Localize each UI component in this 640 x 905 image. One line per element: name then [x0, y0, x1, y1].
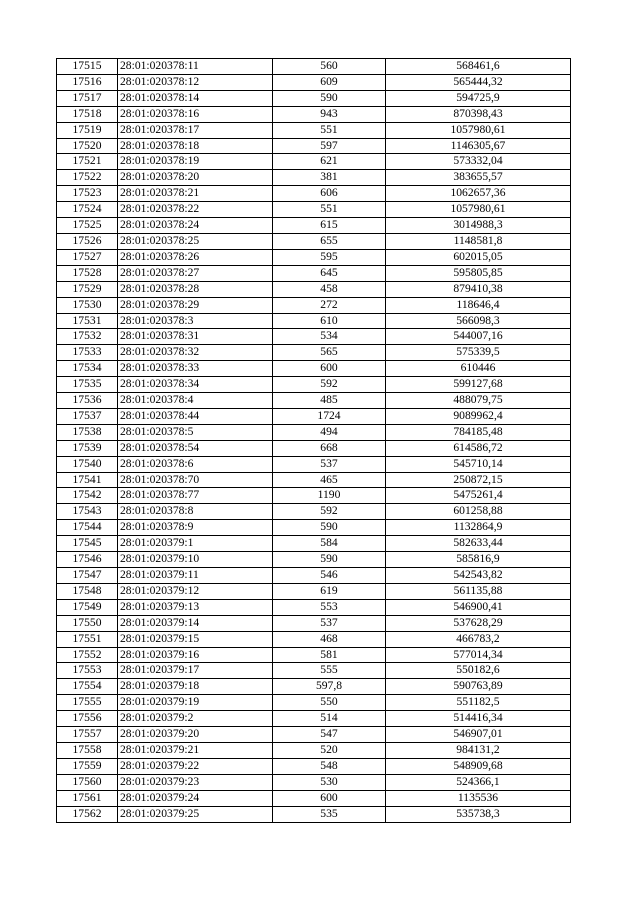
- cadastral-number-cell: 28:01:020379:24: [118, 790, 273, 806]
- row-number-cell: 17549: [57, 599, 118, 615]
- area-cell: 546: [273, 568, 386, 584]
- value-cell: 1057980,61: [386, 122, 571, 138]
- cadastral-number-cell: 28:01:020378:26: [118, 249, 273, 265]
- row-number-cell: 17523: [57, 186, 118, 202]
- cadastral-number-cell: 28:01:020379:11: [118, 568, 273, 584]
- row-number-cell: 17529: [57, 281, 118, 297]
- value-cell: 601258,88: [386, 504, 571, 520]
- table-row: [57, 456, 571, 472]
- value-cell: 561135,88: [386, 583, 571, 599]
- value-cell: 568461,6: [386, 59, 571, 75]
- area-cell: 555: [273, 663, 386, 679]
- area-cell: 551: [273, 202, 386, 218]
- cadastral-number-cell: 28:01:020379:14: [118, 615, 273, 631]
- area-cell: 465: [273, 472, 386, 488]
- table-row: [57, 186, 571, 202]
- table-row: [57, 393, 571, 409]
- cadastral-number-cell: 28:01:020378:11: [118, 59, 273, 75]
- cadastral-number-cell: 28:01:020378:27: [118, 265, 273, 281]
- value-cell: 582633,44: [386, 536, 571, 552]
- row-number-cell: 17542: [57, 488, 118, 504]
- value-cell: 602015,05: [386, 249, 571, 265]
- table-row: [57, 472, 571, 488]
- table-row: [57, 695, 571, 711]
- cadastral-number-cell: 28:01:020378:54: [118, 440, 273, 456]
- cadastral-number-cell: 28:01:020378:20: [118, 170, 273, 186]
- table-row: [57, 345, 571, 361]
- value-cell: 573332,04: [386, 154, 571, 170]
- table-row: [57, 758, 571, 774]
- area-cell: 548: [273, 758, 386, 774]
- cadastral-number-cell: 28:01:020378:31: [118, 329, 273, 345]
- cadastral-number-cell: 28:01:020379:22: [118, 758, 273, 774]
- table-row: [57, 615, 571, 631]
- area-cell: 530: [273, 774, 386, 790]
- table-row: [57, 265, 571, 281]
- value-cell: 3014988,3: [386, 218, 571, 234]
- value-cell: 565444,32: [386, 74, 571, 90]
- cadastral-number-cell: 28:01:020379:2: [118, 711, 273, 727]
- area-cell: 534: [273, 329, 386, 345]
- area-cell: 621: [273, 154, 386, 170]
- cadastral-number-cell: 28:01:020379:21: [118, 742, 273, 758]
- value-cell: 514416,34: [386, 711, 571, 727]
- row-number-cell: 17548: [57, 583, 118, 599]
- cadastral-number-cell: 28:01:020378:24: [118, 218, 273, 234]
- row-number-cell: 17562: [57, 806, 118, 822]
- area-cell: 619: [273, 583, 386, 599]
- value-cell: 466783,2: [386, 631, 571, 647]
- area-cell: 381: [273, 170, 386, 186]
- area-cell: 547: [273, 727, 386, 743]
- area-cell: 615: [273, 218, 386, 234]
- row-number-cell: 17527: [57, 249, 118, 265]
- row-number-cell: 17528: [57, 265, 118, 281]
- area-cell: 535: [273, 806, 386, 822]
- cadastral-number-cell: 28:01:020378:14: [118, 90, 273, 106]
- row-number-cell: 17550: [57, 615, 118, 631]
- table-row: [57, 138, 571, 154]
- row-number-cell: 17530: [57, 297, 118, 313]
- area-cell: 272: [273, 297, 386, 313]
- row-number-cell: 17518: [57, 106, 118, 122]
- area-cell: 597,8: [273, 679, 386, 695]
- cadastral-number-cell: 28:01:020378:5: [118, 424, 273, 440]
- value-cell: 595805,85: [386, 265, 571, 281]
- table-row: [57, 631, 571, 647]
- area-cell: 597: [273, 138, 386, 154]
- row-number-cell: 17538: [57, 424, 118, 440]
- value-cell: 9089962,4: [386, 408, 571, 424]
- table-row: [57, 440, 571, 456]
- table-row: [57, 202, 571, 218]
- value-cell: 535738,3: [386, 806, 571, 822]
- value-cell: 1146305,67: [386, 138, 571, 154]
- cadastral-number-cell: 28:01:020379:12: [118, 583, 273, 599]
- row-number-cell: 17561: [57, 790, 118, 806]
- table-row: [57, 583, 571, 599]
- cadastral-number-cell: 28:01:020379:16: [118, 647, 273, 663]
- area-cell: 565: [273, 345, 386, 361]
- cadastral-number-cell: 28:01:020378:34: [118, 377, 273, 393]
- value-cell: 590763,89: [386, 679, 571, 695]
- value-cell: 250872,15: [386, 472, 571, 488]
- area-cell: 584: [273, 536, 386, 552]
- row-number-cell: 17544: [57, 520, 118, 536]
- area-cell: 1190: [273, 488, 386, 504]
- table-row: [57, 281, 571, 297]
- table-row: [57, 742, 571, 758]
- cadastral-number-cell: 28:01:020378:22: [118, 202, 273, 218]
- row-number-cell: 17546: [57, 552, 118, 568]
- cadastral-table: [56, 58, 571, 823]
- area-cell: 943: [273, 106, 386, 122]
- area-cell: 537: [273, 615, 386, 631]
- value-cell: 575339,5: [386, 345, 571, 361]
- table-row: [57, 711, 571, 727]
- row-number-cell: 17526: [57, 233, 118, 249]
- row-number-cell: 17536: [57, 393, 118, 409]
- cadastral-number-cell: 28:01:020379:18: [118, 679, 273, 695]
- cadastral-number-cell: 28:01:020379:25: [118, 806, 273, 822]
- value-cell: 1148581,8: [386, 233, 571, 249]
- row-number-cell: 17520: [57, 138, 118, 154]
- table-row: [57, 329, 571, 345]
- row-number-cell: 17553: [57, 663, 118, 679]
- table-row: [57, 74, 571, 90]
- cadastral-number-cell: 28:01:020378:28: [118, 281, 273, 297]
- table-row: [57, 488, 571, 504]
- cadastral-number-cell: 28:01:020378:16: [118, 106, 273, 122]
- value-cell: 488079,75: [386, 393, 571, 409]
- table-row: [57, 154, 571, 170]
- table-row: [57, 790, 571, 806]
- table-row: [57, 218, 571, 234]
- area-cell: 609: [273, 74, 386, 90]
- row-number-cell: 17539: [57, 440, 118, 456]
- value-cell: 544007,16: [386, 329, 571, 345]
- area-cell: 590: [273, 552, 386, 568]
- cadastral-number-cell: 28:01:020378:6: [118, 456, 273, 472]
- row-number-cell: 17522: [57, 170, 118, 186]
- row-number-cell: 17525: [57, 218, 118, 234]
- table-row: [57, 774, 571, 790]
- area-cell: 551: [273, 122, 386, 138]
- area-cell: 494: [273, 424, 386, 440]
- row-number-cell: 17541: [57, 472, 118, 488]
- row-number-cell: 17551: [57, 631, 118, 647]
- cadastral-number-cell: 28:01:020378:3: [118, 313, 273, 329]
- area-cell: 485: [273, 393, 386, 409]
- area-cell: 645: [273, 265, 386, 281]
- row-number-cell: 17533: [57, 345, 118, 361]
- value-cell: 118646,4: [386, 297, 571, 313]
- row-number-cell: 17559: [57, 758, 118, 774]
- value-cell: 1132864,9: [386, 520, 571, 536]
- cadastral-number-cell: 28:01:020378:33: [118, 361, 273, 377]
- value-cell: 870398,43: [386, 106, 571, 122]
- cadastral-number-cell: 28:01:020379:23: [118, 774, 273, 790]
- row-number-cell: 17532: [57, 329, 118, 345]
- table-row: [57, 647, 571, 663]
- area-cell: 590: [273, 520, 386, 536]
- value-cell: 1062657,36: [386, 186, 571, 202]
- cadastral-number-cell: 28:01:020378:70: [118, 472, 273, 488]
- area-cell: 590: [273, 90, 386, 106]
- table-row: [57, 552, 571, 568]
- area-cell: 514: [273, 711, 386, 727]
- row-number-cell: 17535: [57, 377, 118, 393]
- cadastral-number-cell: 28:01:020378:77: [118, 488, 273, 504]
- value-cell: 614586,72: [386, 440, 571, 456]
- value-cell: 585816,9: [386, 552, 571, 568]
- value-cell: 548909,68: [386, 758, 571, 774]
- value-cell: 879410,38: [386, 281, 571, 297]
- row-number-cell: 17515: [57, 59, 118, 75]
- area-cell: 606: [273, 186, 386, 202]
- table-row: [57, 504, 571, 520]
- value-cell: 545710,14: [386, 456, 571, 472]
- table-row: [57, 249, 571, 265]
- row-number-cell: 17560: [57, 774, 118, 790]
- value-cell: 599127,68: [386, 377, 571, 393]
- area-cell: 560: [273, 59, 386, 75]
- cadastral-number-cell: 28:01:020378:8: [118, 504, 273, 520]
- table-row: [57, 90, 571, 106]
- document-page: [56, 58, 571, 823]
- area-cell: 537: [273, 456, 386, 472]
- table-row: [57, 599, 571, 615]
- cadastral-number-cell: 28:01:020379:17: [118, 663, 273, 679]
- cadastral-number-cell: 28:01:020378:25: [118, 233, 273, 249]
- area-cell: 592: [273, 504, 386, 520]
- row-number-cell: 17555: [57, 695, 118, 711]
- area-cell: 1724: [273, 408, 386, 424]
- table-row: [57, 536, 571, 552]
- table-row: [57, 233, 571, 249]
- row-number-cell: 17545: [57, 536, 118, 552]
- row-number-cell: 17554: [57, 679, 118, 695]
- value-cell: 524366,1: [386, 774, 571, 790]
- table-row: [57, 679, 571, 695]
- value-cell: 550182,6: [386, 663, 571, 679]
- value-cell: 566098,3: [386, 313, 571, 329]
- cadastral-number-cell: 28:01:020378:17: [118, 122, 273, 138]
- cadastral-number-cell: 28:01:020378:29: [118, 297, 273, 313]
- area-cell: 668: [273, 440, 386, 456]
- table-row: [57, 663, 571, 679]
- row-number-cell: 17531: [57, 313, 118, 329]
- table-row: [57, 313, 571, 329]
- cadastral-number-cell: 28:01:020379:13: [118, 599, 273, 615]
- table-row: [57, 170, 571, 186]
- value-cell: 594725,9: [386, 90, 571, 106]
- table-row: [57, 424, 571, 440]
- table-row: [57, 568, 571, 584]
- value-cell: 1057980,61: [386, 202, 571, 218]
- value-cell: 1135536: [386, 790, 571, 806]
- row-number-cell: 17537: [57, 408, 118, 424]
- table-row: [57, 806, 571, 822]
- cadastral-number-cell: 28:01:020378:32: [118, 345, 273, 361]
- area-cell: 458: [273, 281, 386, 297]
- cadastral-number-cell: 28:01:020378:9: [118, 520, 273, 536]
- cadastral-number-cell: 28:01:020378:21: [118, 186, 273, 202]
- row-number-cell: 17540: [57, 456, 118, 472]
- area-cell: 595: [273, 249, 386, 265]
- table-body: [57, 59, 571, 823]
- cadastral-number-cell: 28:01:020378:12: [118, 74, 273, 90]
- value-cell: 784185,48: [386, 424, 571, 440]
- cadastral-number-cell: 28:01:020379:20: [118, 727, 273, 743]
- value-cell: 537628,29: [386, 615, 571, 631]
- cadastral-number-cell: 28:01:020379:15: [118, 631, 273, 647]
- area-cell: 581: [273, 647, 386, 663]
- value-cell: 546900,41: [386, 599, 571, 615]
- value-cell: 542543,82: [386, 568, 571, 584]
- row-number-cell: 17552: [57, 647, 118, 663]
- table-row: [57, 377, 571, 393]
- area-cell: 520: [273, 742, 386, 758]
- table-row: [57, 122, 571, 138]
- area-cell: 592: [273, 377, 386, 393]
- table-row: [57, 297, 571, 313]
- row-number-cell: 17558: [57, 742, 118, 758]
- table-row: [57, 59, 571, 75]
- value-cell: 577014,34: [386, 647, 571, 663]
- row-number-cell: 17516: [57, 74, 118, 90]
- area-cell: 553: [273, 599, 386, 615]
- table-row: [57, 106, 571, 122]
- row-number-cell: 17524: [57, 202, 118, 218]
- cadastral-number-cell: 28:01:020379:1: [118, 536, 273, 552]
- table-row: [57, 408, 571, 424]
- cadastral-number-cell: 28:01:020379:10: [118, 552, 273, 568]
- area-cell: 550: [273, 695, 386, 711]
- area-cell: 610: [273, 313, 386, 329]
- area-cell: 468: [273, 631, 386, 647]
- row-number-cell: 17519: [57, 122, 118, 138]
- table-row: [57, 520, 571, 536]
- table-row: [57, 727, 571, 743]
- cadastral-number-cell: 28:01:020379:19: [118, 695, 273, 711]
- cadastral-number-cell: 28:01:020378:18: [118, 138, 273, 154]
- value-cell: 383655,57: [386, 170, 571, 186]
- row-number-cell: 17543: [57, 504, 118, 520]
- value-cell: 984131,2: [386, 742, 571, 758]
- area-cell: 600: [273, 790, 386, 806]
- value-cell: 546907,01: [386, 727, 571, 743]
- cadastral-number-cell: 28:01:020378:19: [118, 154, 273, 170]
- row-number-cell: 17547: [57, 568, 118, 584]
- row-number-cell: 17517: [57, 90, 118, 106]
- row-number-cell: 17534: [57, 361, 118, 377]
- table-row: [57, 361, 571, 377]
- cadastral-number-cell: 28:01:020378:44: [118, 408, 273, 424]
- row-number-cell: 17521: [57, 154, 118, 170]
- value-cell: 5475261,4: [386, 488, 571, 504]
- row-number-cell: 17557: [57, 727, 118, 743]
- cadastral-number-cell: 28:01:020378:4: [118, 393, 273, 409]
- value-cell: 610446: [386, 361, 571, 377]
- area-cell: 655: [273, 233, 386, 249]
- value-cell: 551182,5: [386, 695, 571, 711]
- row-number-cell: 17556: [57, 711, 118, 727]
- area-cell: 600: [273, 361, 386, 377]
